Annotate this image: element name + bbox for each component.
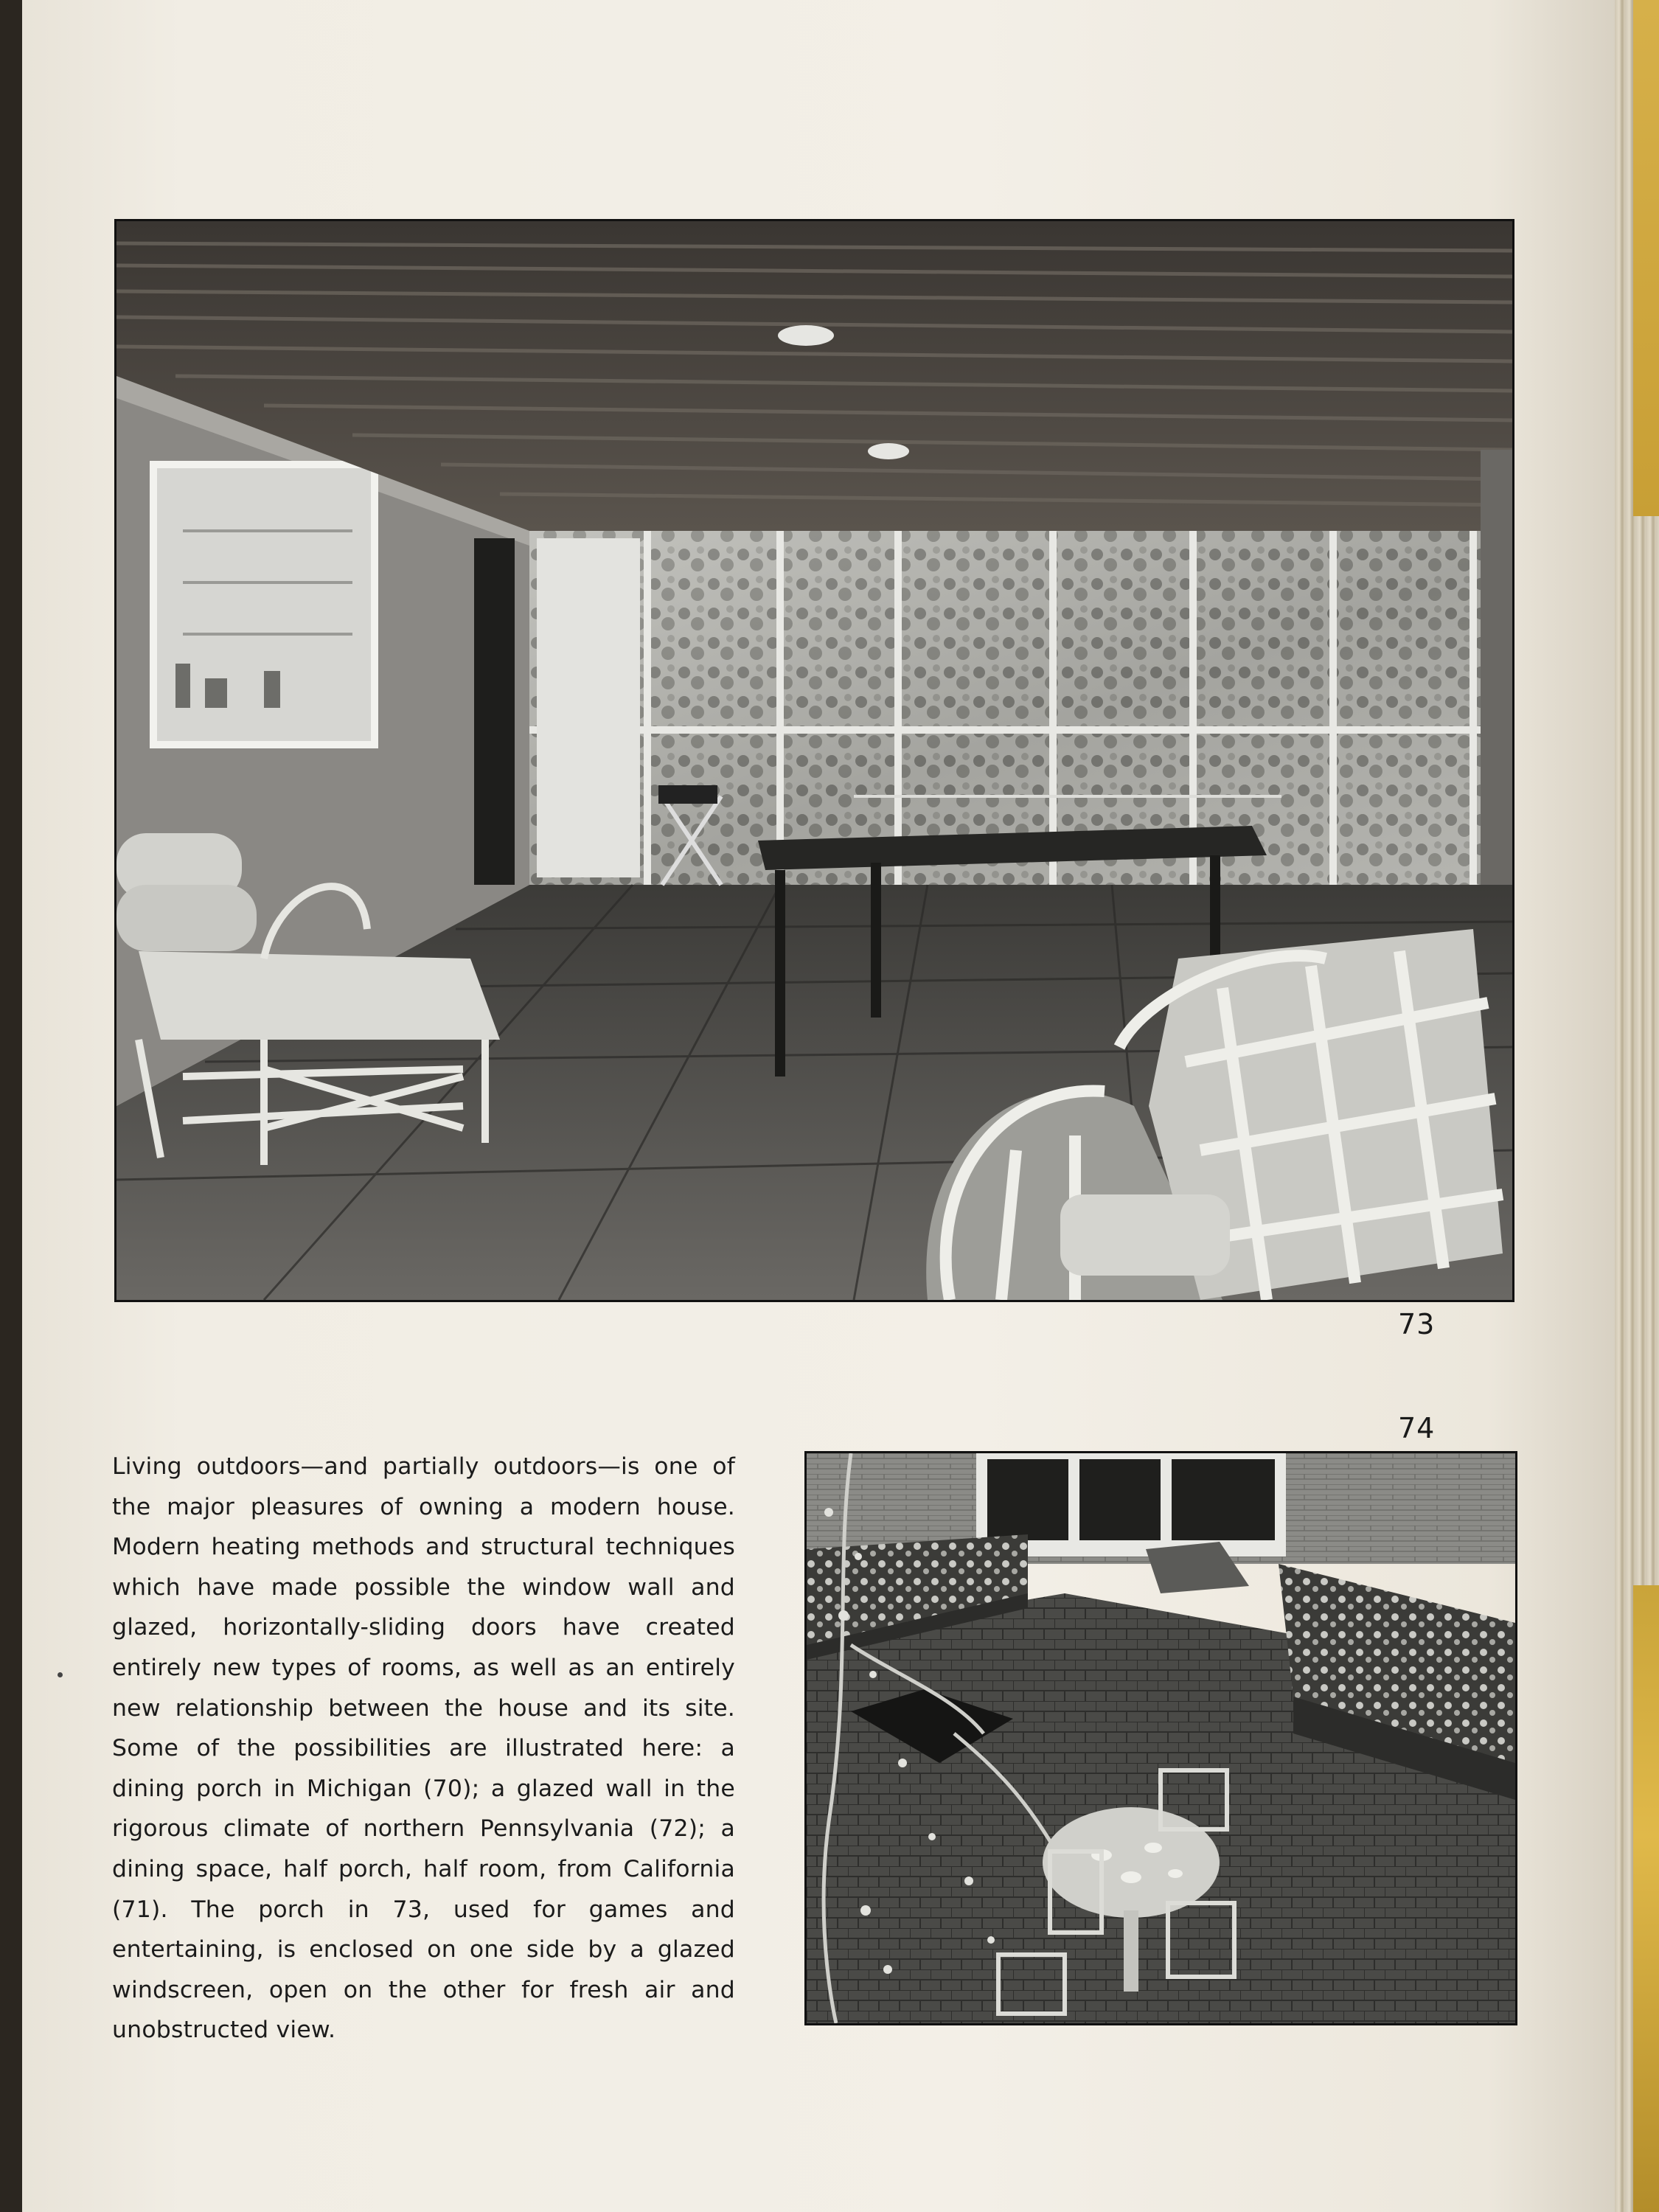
- margin-dot: [58, 1672, 63, 1677]
- book-cover-edge-bottom: [1633, 1585, 1659, 2212]
- porch-photo-illustration: [116, 221, 1512, 1300]
- photo-73-porch: [114, 219, 1514, 1302]
- courtyard-photo-illustration: [807, 1453, 1515, 2023]
- figure-number-74: 74: [1398, 1412, 1436, 1444]
- book-cover-edge-top: [1633, 0, 1659, 516]
- figure-number-73: 73: [1398, 1308, 1436, 1340]
- photo-74-courtyard: [804, 1451, 1517, 2025]
- caption-text: Living outdoors—and partially outdoors—is one of the major pleasures of owning a modern house. Modern heating methods and structural techniques which have made possible the window wall and glazed, horizontally-sliding doors have created entirely new types of rooms, as well as an entirely new relationship between the house and its site. Some of the possibilities are illustrated here: a dining porch in Michigan (70); a glazed wall in the rigorous climate of northern Pennsylvania (72); a dining space, half porch, half room, from California (71). The porch in 73, used for games and entertaining, is enclosed on one side by a glazed windscreen, open on the other for fresh air and unobstructed view.: [112, 1453, 735, 2044]
